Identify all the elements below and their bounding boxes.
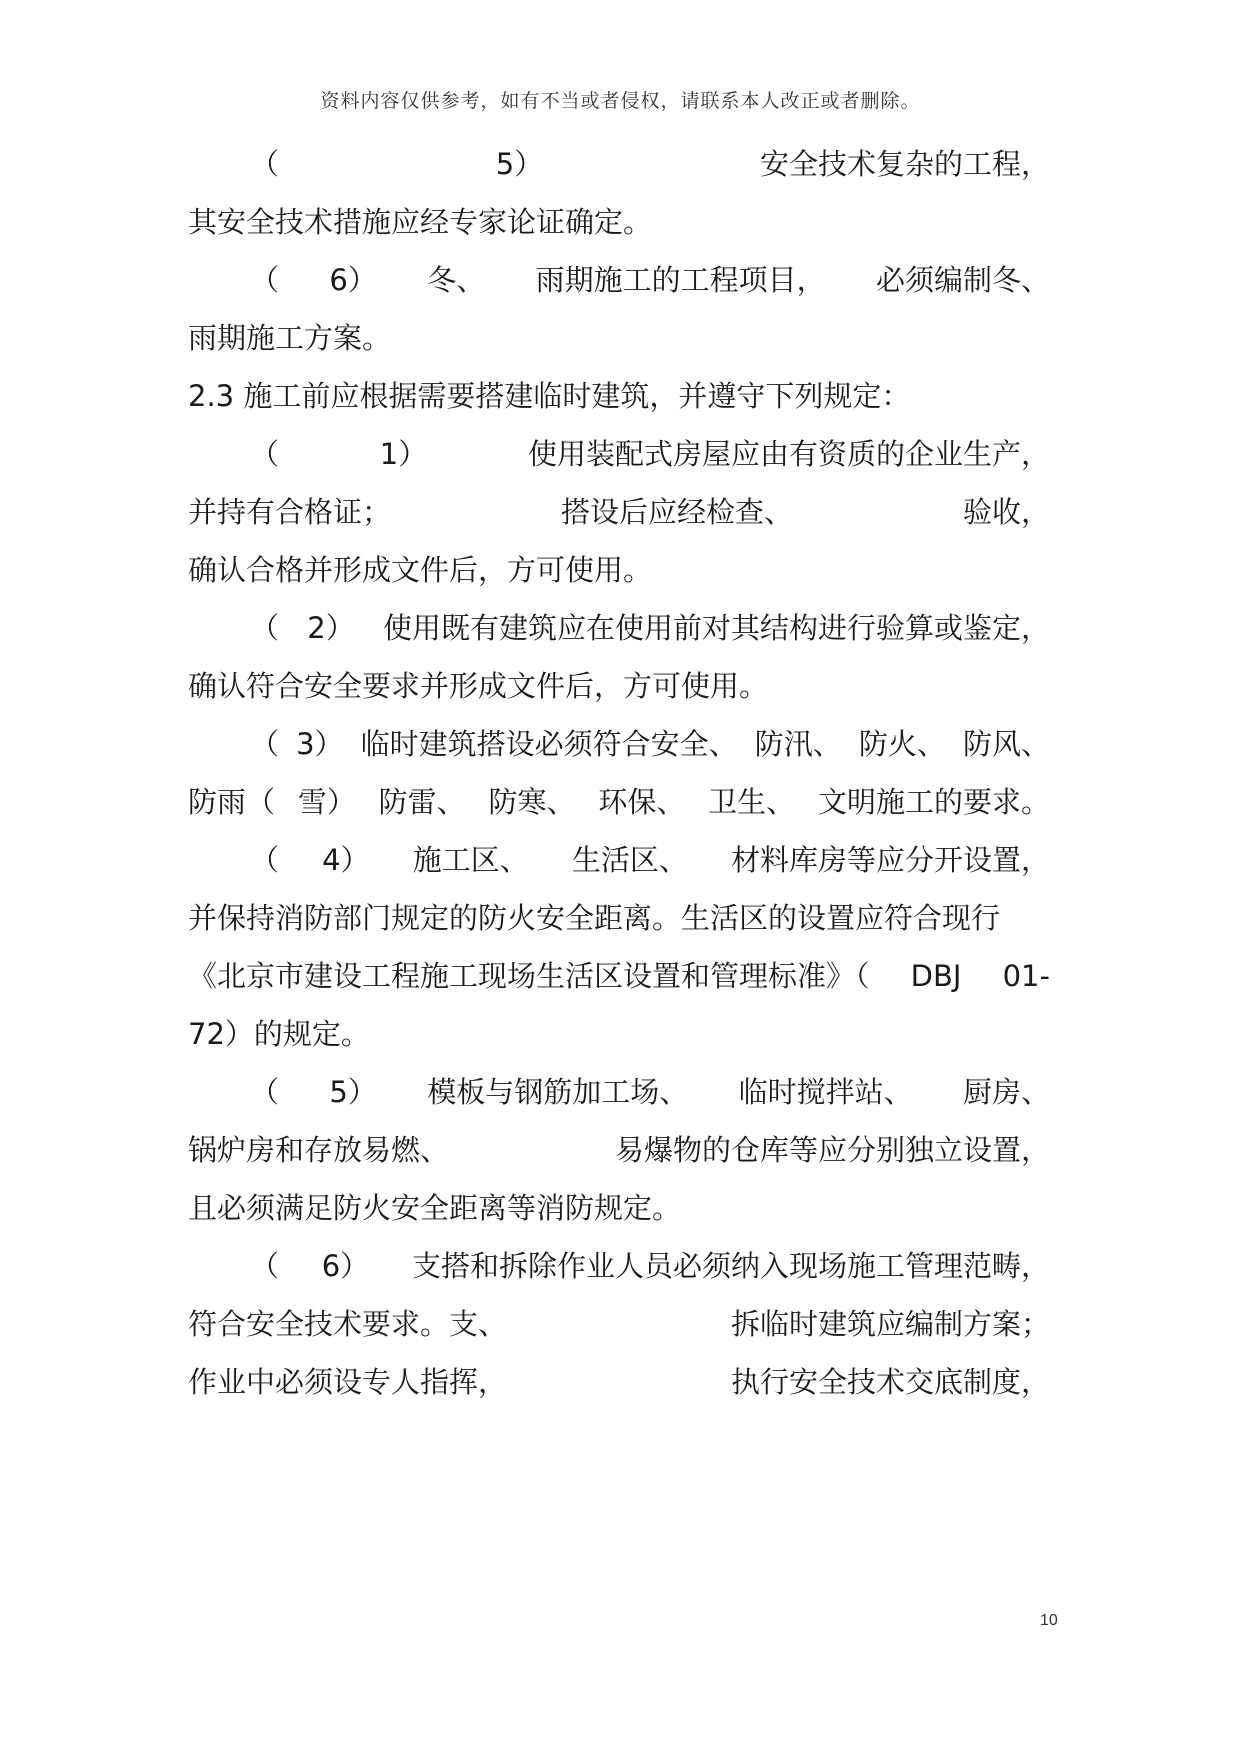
text-line: 作业中必须设专人指挥， 执行安全技术交底制度， bbox=[188, 1365, 1050, 1399]
text-line: （ 6） 支搭和拆除作业人员必须纳入现场施工管理范畴， bbox=[250, 1249, 1050, 1283]
text-line: （ 2） 使用既有建筑应在使用前对其结构进行验算或鉴定， bbox=[250, 611, 1050, 645]
text-line: （ 6） 冬、 雨期施工的工程项目， 必须编制冬、 bbox=[250, 263, 1050, 297]
text-line: （ 4） 施工区、 生活区、 材料库房等应分开设置， bbox=[250, 843, 1050, 877]
text-line: 且必须满足防火安全距离等消防规定。 bbox=[188, 1191, 682, 1225]
text-line: 确认合格并形成文件后，方可使用。 bbox=[188, 553, 653, 587]
text-line: 并持有合格证； 搭设后应经检查、 验收， bbox=[188, 495, 1050, 529]
text-line: 《北京市建设工程施工现场生活区设置和管理标准》（ DBJ 01- bbox=[188, 959, 1050, 993]
text-line: （ 5） 安全技术复杂的工程， bbox=[250, 147, 1050, 181]
text-line: 确认符合安全要求并形成文件后，方可使用。 bbox=[188, 669, 769, 703]
text-line: 72）的规定。 bbox=[188, 1017, 370, 1051]
disclaimer-header: 资料内容仅供参考，如有不当或者侵权，请联系本人改正或者删除。 bbox=[320, 90, 921, 112]
text-line: （ 3） 临时建筑搭设必须符合安全、 防汛、 防火、 防风、 bbox=[250, 727, 1050, 761]
text-line: 并保持消防部门规定的防火安全距离。生活区的设置应符合现行 bbox=[188, 901, 1001, 935]
text-line: （ 1） 使用装配式房屋应由有资质的企业生产， bbox=[250, 437, 1050, 471]
text-line: （ 5） 模板与钢筋加工场、 临时搅拌站、 厨房、 bbox=[250, 1075, 1050, 1109]
text-line: 符合安全技术要求。支、 拆临时建筑应编制方案； bbox=[188, 1307, 1050, 1341]
section-heading: 2.3 施工前应根据需要搭建临时建筑，并遵守下列规定： bbox=[188, 379, 911, 413]
text-line: 防雨（ 雪） 防雷、 防寒、 环保、 卫生、 文明施工的要求。 bbox=[188, 785, 1050, 819]
text-line: 锅炉房和存放易燃、 易爆物的仓库等应分别独立设置， bbox=[188, 1133, 1050, 1167]
page-number: 10 bbox=[1040, 1612, 1058, 1629]
text-line: 其安全技术措施应经专家论证确定。 bbox=[188, 205, 653, 239]
text-line: 雨期施工方案。 bbox=[188, 321, 392, 355]
